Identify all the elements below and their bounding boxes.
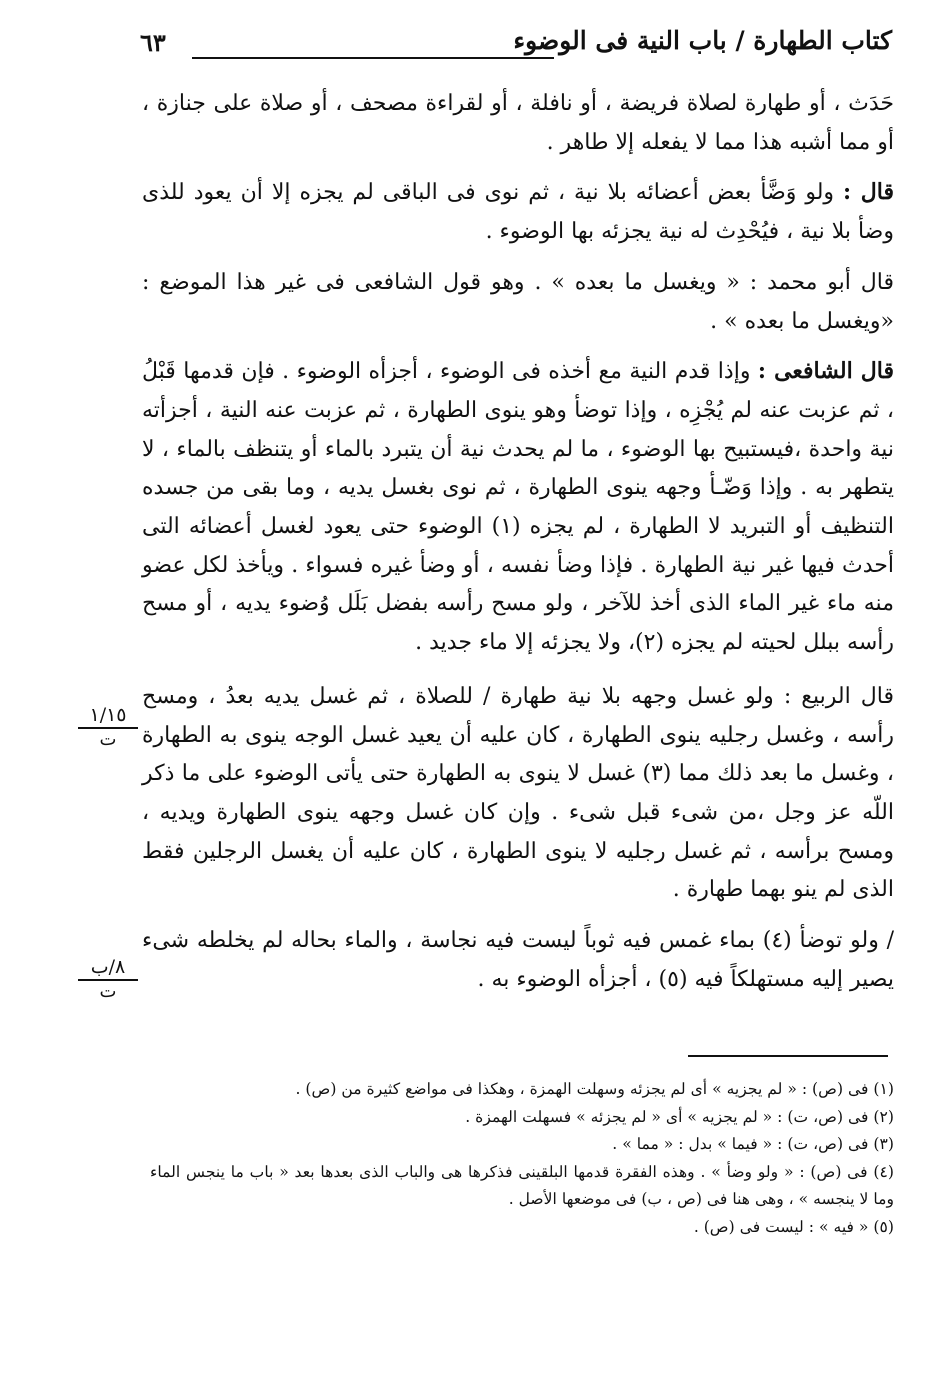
folio-number: ١/١٥	[89, 704, 127, 726]
paragraph-lead: قال :	[843, 179, 894, 206]
footnote-1: (١) فى (ص) : « لم يجزيه » أى لم يجزئه وسهلت الهمزة ، وهكذا فى مواضع كثيرة من (ص) .	[295, 1080, 894, 1098]
paragraph-1	[142, 84, 894, 162]
folio-siglum: ت	[99, 729, 117, 750]
main-text	[142, 84, 894, 999]
footnote-2: (٢) فى (ص، ت) : « لم يجزيه » أى « لم يجزئه » فسهلت الهمزة .	[465, 1107, 894, 1126]
folio-siglum: ت	[99, 981, 117, 1002]
footnotes	[150, 1076, 894, 1241]
header-title: كتاب الطهارة / باب النية فى الوضوء	[513, 26, 892, 55]
footnote-5: (٥) « فيه » : ليست فى (ص) .	[693, 1217, 894, 1236]
paragraph-4	[142, 352, 894, 663]
folio-marker	[78, 704, 138, 751]
paragraph-text: وإذا قدم النية مع أخذه فى الوضوء ، أجزأه الوضوء . فإن قدمها قَبْلُ ، ثم عزبت عنه لم يُجْزِه ، وإذا توضأ وهو ينوى الطهارة ، ثم عزبت عنه النية ، أجزأته نية واحدة ،فيستبيح بها الوضوء ، ما لم يحدث نية أن يتبرد بالماء أو يتنظف بالماء ، لا يتطهر به . وإذا وَضّـأ وجهه ينوى الطهارة ، ثم نوى بغسل يديه ، وما بقى من جسده التنظيف أو التبريد لا الطهارة ، لم يجزه (١) الوضوء حتى يعود لغسل أعضائه التى أحدث فيها غير نية الطهارة . فإذا وضأ نفسه ، أو وضأ غيره فسواء . ويأخذ لكل عضو منه ماء غير الماء الذى أخذ للآخر ، ولو مسح رأسه بفضل بَلَل وُضوء يديه ، أو مسح رأسه ببلل لحيته لم يجزه (٢)، ولا يجزئه إلا ماء جديد .	[142, 359, 894, 656]
header-rule	[192, 57, 554, 59]
footnote-3: (٣) فى (ص، ت) : « فيما » بدل : « مما » .	[612, 1135, 894, 1153]
paragraph-2	[142, 173, 894, 251]
paragraph-lead: قال الشافعى :	[757, 358, 894, 385]
paragraph-text: قال أبو محمد : « ويغسل ما بعده » . وهو قول الشافعى فى غير هذا الموضع : «ويغسل ما بعده » .	[142, 269, 894, 334]
page-number: ٦٣	[140, 28, 166, 57]
paragraph-text: / ولو توضأ (٤) بماء غمس فيه ثوباً ليست فيه نجاسة ، والماء بحاله لم يخلطه شىء يصير إليه مستهلكاً فيه (٥) ، أجزأه الوضوء به .	[142, 928, 894, 992]
folio-marker	[78, 956, 138, 1003]
paragraph-text: ولو وَضَّأ بعض أعضائه بلا نية ، ثم نوى فى الباقى لم يجزه إلا أن يعود للذى وضأ بلا نية ، فيُحْدِث له نية يجزئه بها الوضوء .	[142, 180, 894, 245]
paragraph-5	[142, 677, 894, 910]
running-header	[140, 26, 892, 70]
paragraph-text: قال الربيع : ولو غسل وجهه بلا نية طهارة / للصلاة ، ثم غسل يديه بعدُ ، ومسح رأسه ، وغسل رجليه ينوى الطهارة ، كان عليه أن يعيد غسل الوجه ينوى به الطهارة ، وغسل ما بعد ذلك مما (٣) غسل لا ينوى به الطهارة حتى يأتى الوضوء على ما ذكر اللّه عز وجل ،من شىء قبل شىء . وإن كان غسل وجهه ينوى الطهارة ويديه ، ومسح برأسه ، ثم غسل رجليه لا ينوى الطهارة ، كان عليه أن يغسل الرجلين فقط الذى لم ينو بهما طهارة .	[142, 683, 895, 903]
paragraph-text: حَدَث ، أو طهارة لصلاة فريضة ، أو نافلة ، أو لقراءة مصحف ، أو صلاة على جنازة ، أو مما أشبه هذا مما لا يفعله إلا طاهر .	[142, 91, 894, 155]
paragraph-3	[142, 263, 894, 341]
paragraph-6	[142, 921, 894, 999]
footnote-separator	[688, 1055, 888, 1057]
folio-number: ٨/ب	[90, 956, 126, 978]
footnote-4: (٤) فى (ص) : « ولو وضأ » . وهذه الفقرة قدمها البلقينى فذكرها هى والباب الذى بعدها بعد « باب ما ينجس الماء وما لا ينجسه » ، وهى هنا فى (ص ، ب) فى موضعها الأصل .	[150, 1162, 894, 1208]
